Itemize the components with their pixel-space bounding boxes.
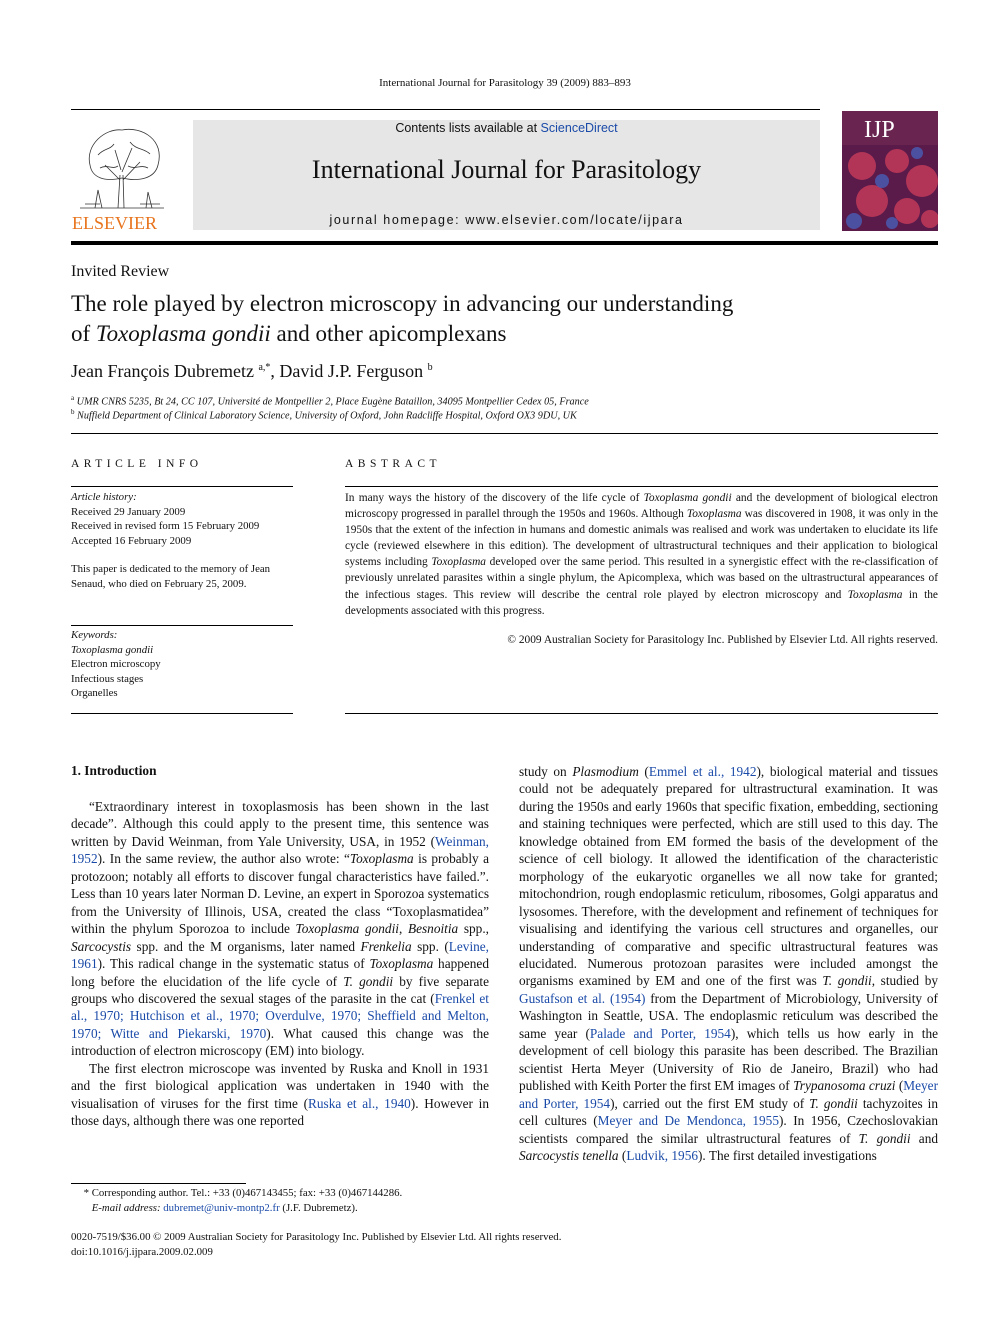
- text-run: tachyzoites in cell cultures (: [519, 1095, 938, 1129]
- title-line-2-italic: Toxoplasma gondii: [95, 321, 271, 346]
- italic-term: T. gondii: [809, 1095, 858, 1111]
- paragraph: [519, 763, 938, 1164]
- email-suffix: (J.F. Dubremetz).: [279, 1201, 358, 1214]
- body-column-left: [71, 798, 489, 1130]
- contents-prefix: Contents lists available at: [395, 121, 541, 135]
- citation-link[interactable]: Levine, 1961: [71, 938, 490, 972]
- text-run: ). What caused this change was the introduction of electron microscopy (EM) into biology.: [71, 1025, 490, 1059]
- citation-link[interactable]: Ruska et al., 1940: [308, 1095, 411, 1111]
- author-separator: ,: [270, 361, 280, 381]
- affiliation-b-text: Nuffield Department of Clinical Laboratory Science, University of Oxford, John Radcliffe Hospital, Oxford OX3 9DU, UK: [77, 410, 577, 422]
- keywords-rule: [71, 625, 293, 626]
- dedication: This paper is dedicated to the memory of Jean Senaud, who died on February 25, 2009.: [71, 563, 271, 590]
- abstract-segment: in the developments associated with this progress.: [345, 588, 938, 617]
- abstract-italic: Toxoplasma: [686, 508, 742, 521]
- italic-term: Besnoitia: [407, 921, 459, 937]
- affiliation-a-text: UMR CNRS 5235, Bt 24, CC 107, Université de Montpellier 2, Place Eugène Bataillon, 34095 Montpellier Cedex 05, France: [76, 396, 589, 408]
- sciencedirect-link[interactable]: ScienceDirect: [540, 121, 618, 135]
- corresponding-text: Corresponding author. Tel.: +33 (0)467143455; fax: +33 (0)467144286.: [91, 1187, 403, 1199]
- text-run: ). This radical change in the systematic status of: [97, 956, 370, 972]
- body-column-right: [519, 763, 938, 1164]
- abstract-segment: was discovered in 1908, it was only in the 1950s that the extent of the infection in humans and domestic animals was realised and work was undertaken to elucidate its life cycle (reviewed elsewhere in this edition). The development of ultrastructural techniques and their application to biological systems including: [345, 508, 939, 569]
- journal-cover: [842, 111, 938, 231]
- text-run: ). In the same review, the author also wrote: “: [97, 851, 350, 867]
- citation-link[interactable]: Palade and Porter, 1954: [589, 1025, 731, 1041]
- text-run: ), which tells us how early in the development of cell biology this parasite has been described. The Brazilian scientist Herta Meyer (University of Rio de Janeiro, Brazil) who had published with Keith Porter the first EM images of: [519, 1025, 939, 1094]
- abstract-text: [345, 490, 938, 619]
- email-link[interactable]: dubremet@univ-montp2.fr: [163, 1201, 280, 1214]
- journal-citation: International Journal for Parasitology 39 (2009) 883–893: [379, 77, 631, 89]
- citation-link[interactable]: Meyer and Porter, 1954: [519, 1078, 938, 1111]
- text-run: spp. and the M organisms, later named: [131, 938, 361, 954]
- italic-term: Sarcocystis: [71, 938, 132, 954]
- article-title: [71, 289, 931, 349]
- title-line-2-pre: of: [71, 321, 96, 346]
- title-line-2-post: and other apicomplexans: [270, 321, 507, 346]
- received-date: Received 29 January 2009: [71, 505, 186, 518]
- page-footer: [71, 1230, 561, 1259]
- section-heading: 1. Introduction: [71, 763, 157, 778]
- keywords: [71, 628, 293, 701]
- text-run: ). However in those days, although there was one reported: [71, 1095, 489, 1129]
- citation-link[interactable]: Weinman, 1952: [71, 833, 489, 867]
- abstract-segment: and the development of biological electron microscopy progressed in parallel through the 1950s and 1960s. Although: [345, 492, 938, 521]
- paragraph: [71, 798, 489, 1060]
- keyword: Toxoplasma gondii: [71, 643, 154, 656]
- italic-term: Plasmodium: [572, 764, 639, 779]
- text-run: (: [895, 1078, 904, 1094]
- text-run: , studied by: [871, 973, 938, 989]
- citation-link[interactable]: Emmel et al., 1942: [648, 764, 757, 779]
- abstract-heading: ABSTRACT: [345, 458, 442, 470]
- history-label: Article history:: [71, 491, 137, 503]
- author-list: [71, 361, 433, 382]
- corresponding-footnote: [71, 1186, 491, 1215]
- article-history: [71, 490, 293, 548]
- italic-term: Toxoplasma: [349, 851, 414, 867]
- journal-cover-image: [842, 111, 938, 231]
- italic-term: T. gondii: [822, 973, 872, 989]
- abstract-copyright: © 2009 Australian Society for Parasitology Inc. Published by Elsevier Ltd. All rights reserved.: [507, 634, 938, 646]
- citation-link[interactable]: Gustafson et al. (1954): [519, 990, 646, 1006]
- elsevier-tree-icon: [70, 120, 174, 232]
- abstract-italic: Toxoplasma: [847, 588, 903, 601]
- citation-link[interactable]: Ludvik, 1956: [626, 1147, 698, 1163]
- italic-term: Trypanosoma cruzi: [793, 1078, 896, 1094]
- text-run: (: [618, 1147, 627, 1163]
- email-label: E-mail address:: [91, 1201, 161, 1214]
- author-2-affiliation: b: [427, 362, 433, 373]
- citation-link[interactable]: Meyer and De Mendonca, 1955: [597, 1113, 779, 1129]
- abstract-italic: Toxoplasma: [431, 556, 487, 569]
- accepted-date: Accepted 16 February 2009: [71, 534, 192, 547]
- text-run: ,: [398, 921, 408, 937]
- abstract-segment: developed over the same period. This resulted in a synergistic effect with the re-classification of previously unrelated parasites within a single phylum, the Apicomplexa, which was based on the ultrastructural appearances of the infectious stages. This review will describe the central role played by electron microscopy and: [345, 556, 939, 601]
- abstract-rule: [345, 486, 938, 487]
- doi-line[interactable]: doi:10.1016/j.ijpara.2009.02.009: [71, 1245, 213, 1258]
- affiliation-a-label: a: [71, 394, 75, 402]
- info-bottom-rule: [71, 713, 293, 714]
- journal-title: International Journal for Parasitology: [311, 155, 702, 184]
- elsevier-wordmark: ELSEVIER: [72, 213, 157, 232]
- italic-term: Toxoplasma gondii: [295, 921, 399, 937]
- author-1-affiliation: a,*: [258, 362, 271, 373]
- text-run: The first electron microscope was invented by Ruska and Knoll in 1931 and the first biological application was undertaken in 1940 with the visualisation of viruses for the first time (: [71, 1060, 489, 1111]
- text-run: ). In 1956, Czechoslovakian scientists compared the similar ultrastructural features of: [519, 1113, 938, 1146]
- italic-term: T. gondii: [858, 1130, 911, 1146]
- article-type: Invited Review: [71, 263, 170, 280]
- journal-homepage[interactable]: journal homepage: www.elsevier.com/locate/ijpara: [329, 213, 684, 227]
- footnote-star: *: [83, 1187, 89, 1199]
- paragraph: [71, 1060, 489, 1130]
- footnote-rule: [71, 1183, 246, 1184]
- author-2: David J.P. Ferguson: [279, 361, 424, 381]
- italic-term: Sarcocystis tenella: [519, 1147, 619, 1163]
- header-top-rule: [71, 109, 820, 110]
- text-run: is probably a protozoon; notably all efforts to discover fungal characteristics have failed.”. Less than 10 years later Norman D. Levine, an expert in Sporozoa systematics from the University of Illinois, USA, created the class “Toxoplasmatidea” within the phylum Sporozoa to include: [71, 851, 489, 937]
- text-run: study on: [519, 764, 573, 779]
- italic-term: T. gondii: [343, 973, 394, 989]
- affiliation-a: [71, 394, 589, 407]
- text-run: ), carried out the first EM study of: [610, 1095, 810, 1111]
- cover-title: IJP: [864, 117, 895, 143]
- title-line-1: The role played by electron microscopy in advancing our understanding: [71, 291, 734, 316]
- revised-date: Received in revised form 15 February 2009: [71, 520, 260, 532]
- author-1: Jean François Dubremetz: [71, 361, 254, 381]
- text-run: from the Department of Microbiology, University of Washington in Seattle, USA. The endoplasmic reticulum was described the same year (: [519, 990, 938, 1041]
- keyword: Organelles: [71, 687, 118, 699]
- text-run: ). The first detailed investigations: [698, 1147, 877, 1163]
- keyword: Electron microscopy: [71, 658, 161, 670]
- text-run: spp. (: [411, 938, 449, 954]
- abstract-italic: Toxoplasma gondii: [643, 492, 732, 504]
- italic-term: Toxoplasma: [369, 956, 434, 972]
- keywords-label: Keywords:: [71, 629, 118, 641]
- issn-line: 0020-7519/$36.00 © 2009 Australian Society for Parasitology Inc. Published by Elsevier Ltd. All rights reserved.: [71, 1231, 562, 1243]
- affiliation-b: [71, 408, 577, 421]
- contents-line: [193, 121, 820, 135]
- keyword: Infectious stages: [71, 672, 144, 685]
- abstract-bottom-rule: [345, 713, 938, 714]
- title-bottom-rule: [71, 433, 938, 434]
- text-run: “Extraordinary interest in toxoplasmosis has been shown in the last decade”. Although this could apply to the present time, this sentence was written by David Weinman, from Yale University, USA, in 1952 (: [71, 799, 489, 849]
- text-run: (: [638, 764, 649, 779]
- article-info-rule: [71, 486, 293, 487]
- header-thick-rule: [71, 241, 938, 245]
- article-info-heading: ARTICLE INFO: [71, 458, 203, 470]
- citation-link[interactable]: Frenkel et al., 1970; Hutchison et al., 1970; Overdulve, 1970; Sheffield and Melton, 1970; Witte and Piekarski, 1970: [71, 990, 489, 1041]
- text-run: spp.,: [458, 921, 489, 937]
- abstract-segment: In many ways the history of the discovery of the life cycle of: [345, 492, 644, 504]
- text-run: by five separate groups who discovered the sexual stages of the parasite in the cat (: [71, 973, 490, 1006]
- elsevier-logo: [70, 120, 174, 232]
- text-run: ), biological material and tissues could not be adequately prepared for ultrastructural examination. It was during the 1950s and early 1960s that specific fixation, embedding, sectioning and staining techniques were perfected, which are still used to this day. The knowledge obtained from EM formed the basis of the development of the science of cell biology. It allowed the identification of the characteristic morphology of the eukaryotic organelles we all now take for granted; mitochondrion, rough endoplasmic reticulum, ribosomes, Golgi apparatus and lysosomes. Therefore, with the development and refinement of techniques for visualising and identifying the various cell structures and organelles, our understanding of comparative and specific ultrastructural features was elucidated. Numerous protozoan parasites were included amongst the organisms examined by EM and one of the first was: [519, 764, 938, 989]
- affiliation-b-label: b: [71, 408, 75, 416]
- text-run: and: [910, 1130, 938, 1146]
- text-run: happened long before the elucidation of the life cycle of: [71, 956, 489, 989]
- italic-term: Frenkelia: [360, 938, 412, 954]
